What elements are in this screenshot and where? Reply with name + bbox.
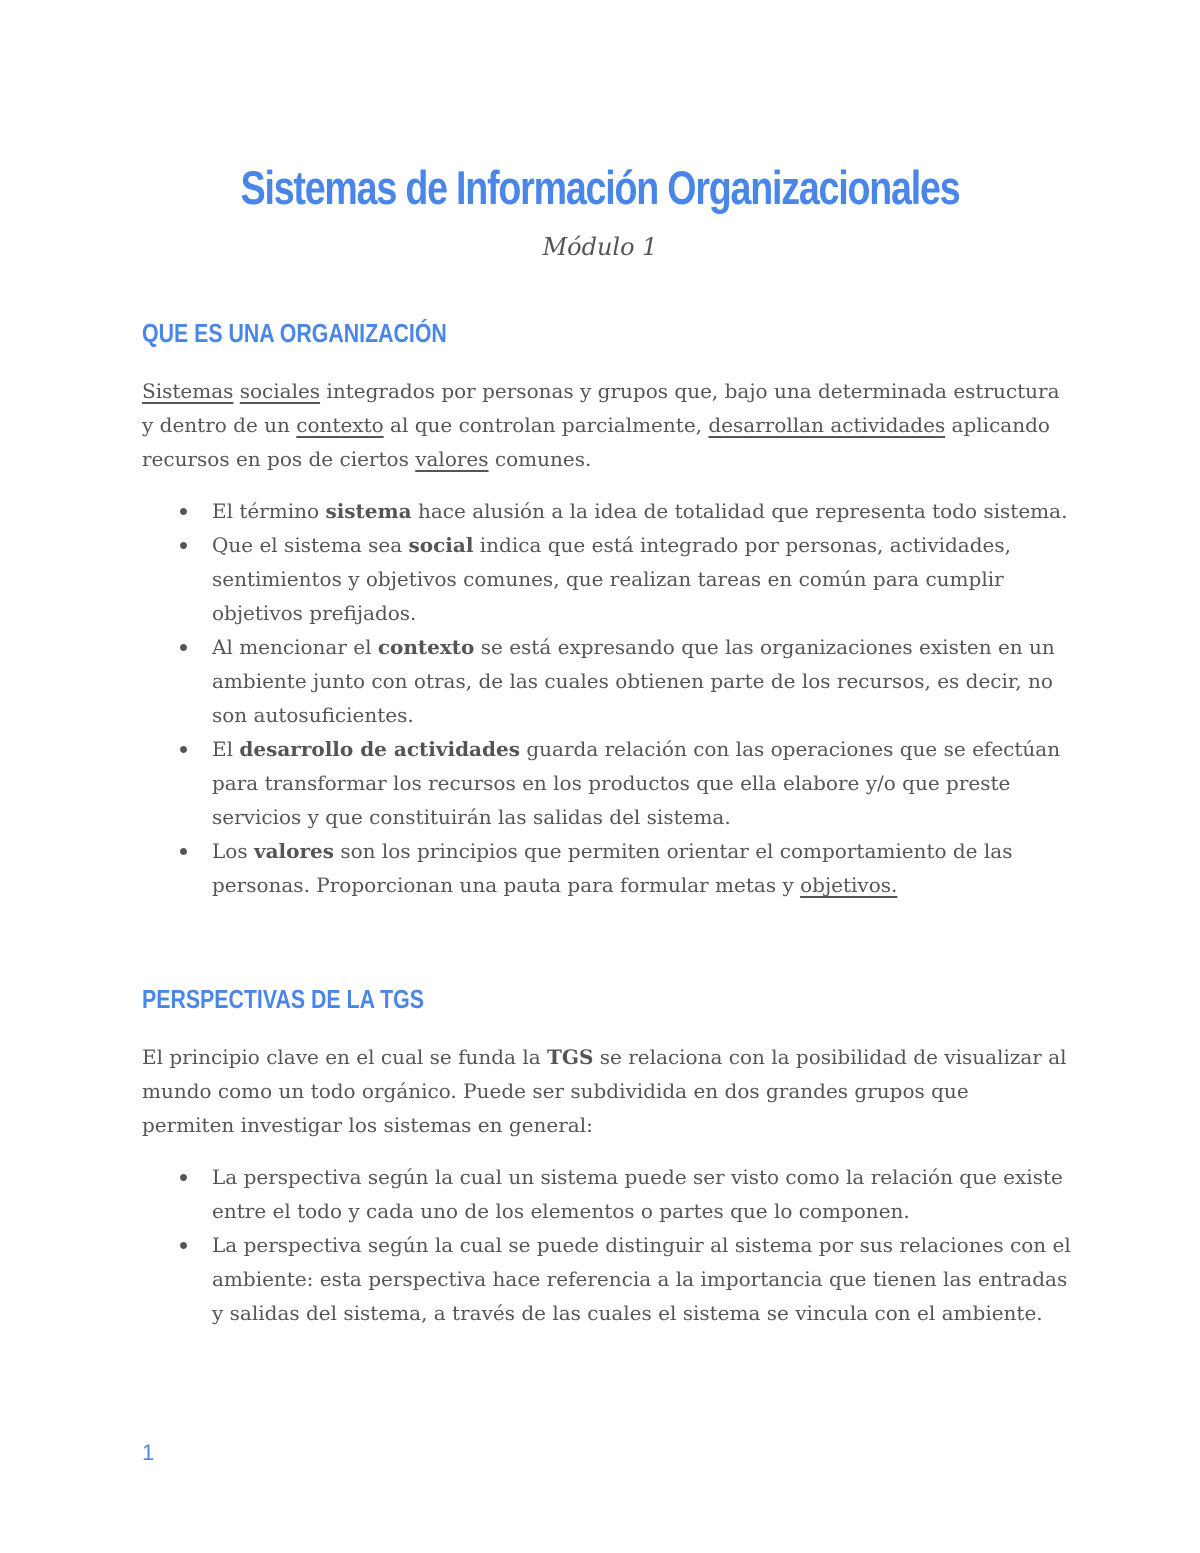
bullet-icon: [180, 746, 187, 753]
list-item: Que el sistema sea social indica que está integrado por personas, actividades, sentimientos y objetivos comunes, que realizan tareas en común para cumplir objetivos prefijados.: [212, 528, 1072, 630]
bullet-icon: [180, 542, 187, 549]
document-subtitle: Módulo 1: [542, 233, 658, 261]
bullet-icon: [180, 644, 187, 651]
list-item: Al mencionar el contexto se está expresando que las organizaciones existen en un ambiente junto con otras, de las cuales obtienen parte de los recursos, es decir, no son autosuficientes.: [212, 630, 1072, 732]
list-item: Los valores son los principios que permiten orientar el comportamiento de las personas. Proporcionan una pauta para formular metas y objetivos.: [212, 834, 1072, 902]
list-item: El término sistema hace alusión a la idea de totalidad que representa todo sistema.: [212, 494, 1072, 528]
underlined-term: contexto: [296, 413, 384, 437]
bullet-icon: [180, 508, 187, 515]
list-item: El desarrollo de actividades guarda relación con las operaciones que se efectúan para transformar los recursos en los productos que ella elabore y/o que preste servicios y que constituirán las salidas del sistema.: [212, 732, 1072, 834]
document-title: Sistemas de Información Organizacionales: [240, 161, 960, 214]
section-heading-organizacion: QUE ES UNA ORGANIZACIÓN: [142, 318, 447, 348]
section1-intro-paragraph: Sistemas sociales integrados por personas y grupos que, bajo una determinada estructura y dentro de un contexto al que controlan parcialmente, desarrollan actividades aplicando recursos en pos de ciertos valores comunes.: [142, 379, 1060, 471]
underlined-term: valores: [415, 447, 489, 471]
list-item: La perspectiva según la cual se puede distinguir al sistema por sus relaciones con el ambiente: esta perspectiva hace referencia a la importancia que tienen las entradas y salidas del sistema, a través de las cuales el sistema se vincula con el ambiente.: [212, 1228, 1072, 1330]
bullet-icon: [180, 1174, 187, 1181]
bullet-icon: [180, 848, 187, 855]
section2-bullet-list: [212, 1160, 1072, 1330]
section1-bullet-list: [212, 494, 1072, 902]
underlined-term: Sistemas: [142, 379, 234, 403]
section2-intro-paragraph: El principio clave en el cual se funda la TGS se relaciona con la posibilidad de visualizar al mundo como un todo orgánico. Puede ser subdividida en dos grandes grupos que permiten investigar los sistemas en general:: [142, 1045, 1067, 1137]
bullet-icon: [180, 1242, 187, 1249]
underlined-term: sociales: [239, 379, 321, 403]
underlined-term: objetivos.: [800, 873, 898, 897]
section-heading-perspectivas: PERSPECTIVAS DE LA TGS: [142, 984, 424, 1014]
list-item: La perspectiva según la cual un sistema puede ser visto como la relación que existe entre el todo y cada uno de los elementos o partes que lo componen.: [212, 1160, 1072, 1228]
underlined-term: desarrollan actividades: [708, 413, 946, 437]
page-number: 1: [142, 1440, 155, 1465]
